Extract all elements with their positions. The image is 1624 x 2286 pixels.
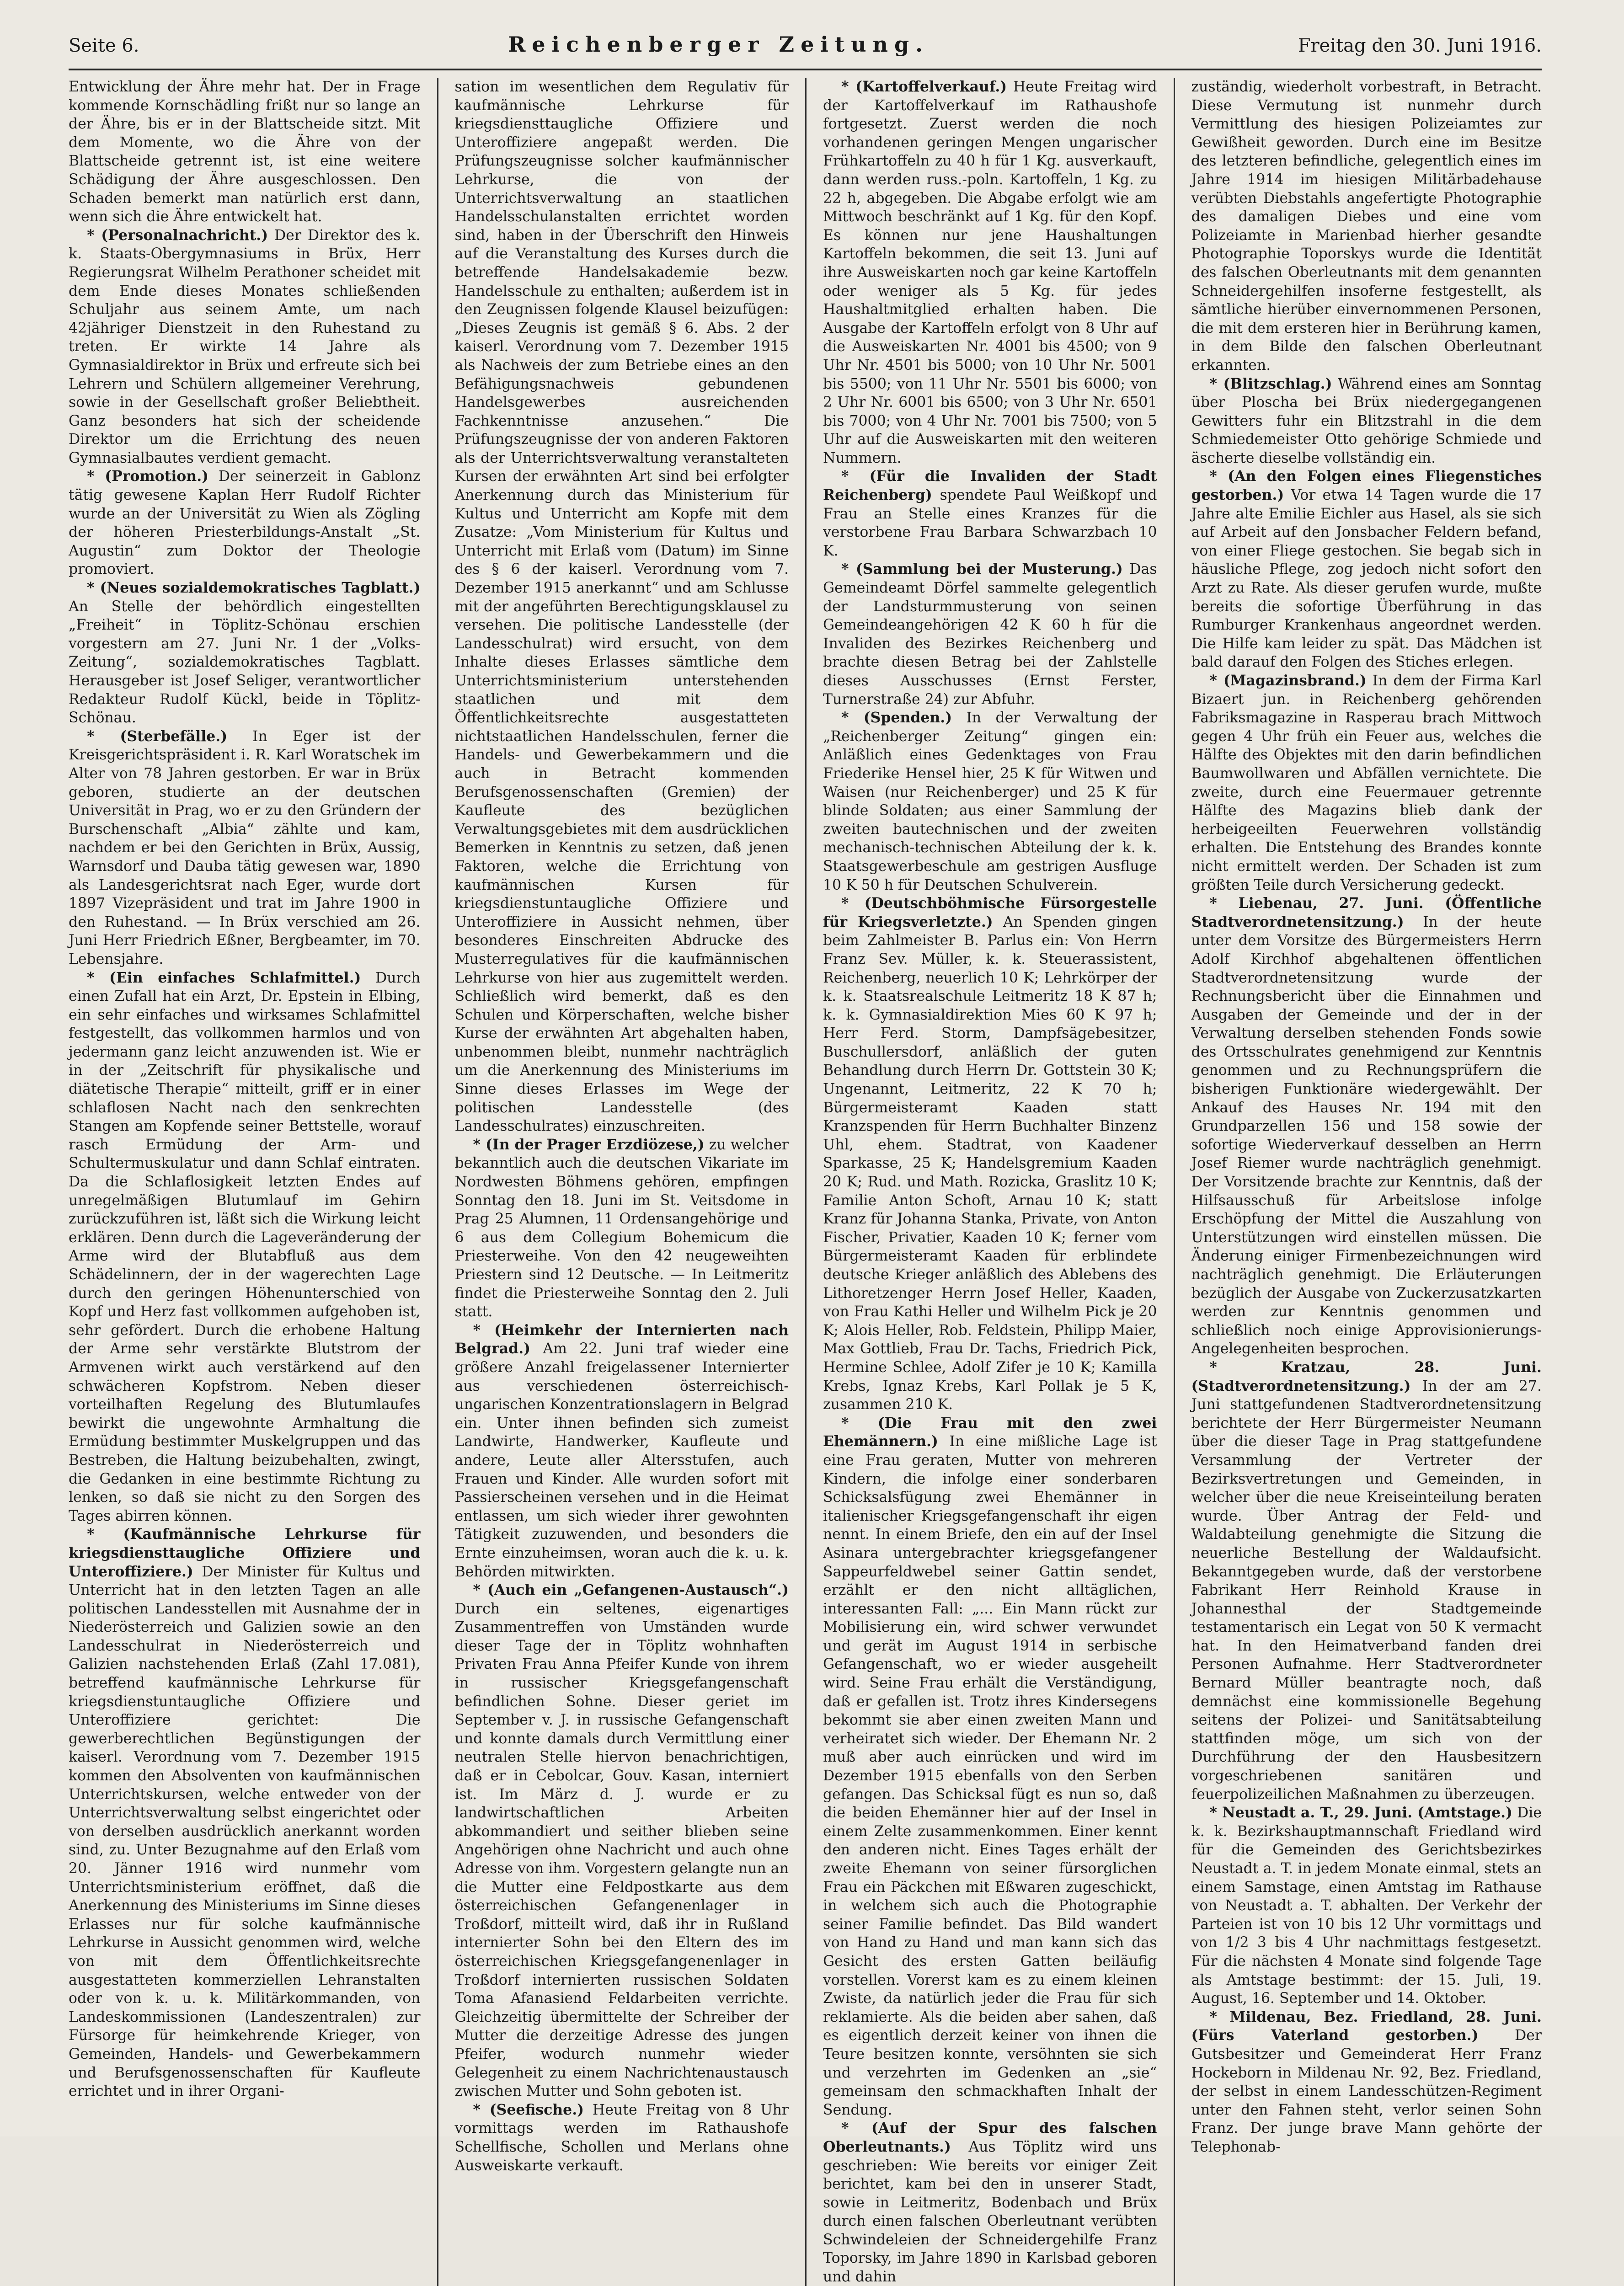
article-body: Der Minister für Kultus und Unterricht hat in den letzten Tagen an alle politischen Landesstellen mit Ausnahme der in Niederösterreich und Galizien sowie an den Landesschulrat in Niederösterreich und Galizien nachstehenden Erlaß (Zahl 17.081), betreffend kaufmännische Lehrkurse für kriegsdienstuntaugliche Offiziere und Unteroffiziere gerichtet: Die gewerberechtlichen Begünstigungen der kaiserl. Verordnung vom 7. Dezember 1915 kommen den Absolventen von kaufmännischen Unterrichtskursen, welche entweder von der Unterrichtsverwaltung selbst eingerichtet oder von derselben ausdrücklich anerkannt worden sind, zu. Unter Bezugnahme auf den Erlaß vom 20. Jänner 1916 wird nunmehr vom Unterrichtsministerium eröffnet, daß die Anerkennung des Ministeriums im Sinne dieses Erlasses nur für solche kaufmännische Lehrkurse in Aussicht genommen wird, welche von mit dem Öffentlichkeitsrechte ausgestatteten kommerziellen Lehranstalten oder von k. u. k. Militärkommanden, von Landeskommissionen (Landeszentralen) zur Fürsorge für heimkehrende Krieger, von Gemeinden, Handels- und Gewerbekammern und Berufsgenossenschaften für Kaufleute errichtet und in ihrer Organi- [69,1563,421,2100]
article-body: Durch ein seltenes, eigenartiges Zusammentreffen von Umständen wurde dieser Tage der in Töplitz wohnhaften Privaten Frau Anna Pfeifer Kunde von ihrem in russischer Kriegsgefangenschaft befindlichen Sohne. Dieser geriet im September v. J. in russische Gefangenschaft und konnte damals durch Vermittlung einer neutralen Stelle hiervon benachrichtigen, daß er in Cebolcar, Gouv. Kasan, interniert ist. Im März d. J. wurde er zu landwirtschaftlichen Arbeiten abkommandiert und seither blieben seine Angehörigen ohne Nachricht und auch ohne Adresse von ihm. Vorgestern gelangte nun an die Mutter eine Feldpostkarte aus dem österreichischen Gefangenenlager in Troßdorf, mitteilt wird, daß ihr in Rußland internierter Sohn bei den Eltern des im österreichischen Kriegsgefangenenlager in Troßdorf internierten russischen Soldaten Toma Afanasiend Feldarbeiten verrichte. Gleichzeitig übermittelte der Schreiber der Mutter die derzeitige Adresse des jungen Pfeifer, wodurch nunmehr wieder Gelegenheit zu einem Nachrichtenaustausch zwischen Mutter und Sohn geboten ist. [454,1600,789,2100]
column-4 [1174,78,1542,2286]
article [823,467,1157,560]
article-body: In dem der Firma Karl Bizaert jun. in Reichenberg gehörenden Fabriksmagazine in Rasperau brach Mittwoch gegen 4 Uhr früh ein Feuer aus, welches die Hälfte des Objektes mit den darin befindlichen Baumwollwaren und Abfällen vernichtete. Die zweite, durch eine Feuermauer getrennte Hälfte des Magazins blieb dank der herbeigeeilten Feuerwehren vollständig erhalten. Die Entstehung des Brandes konnte nicht ermittelt werden. Der Schaden ist zum größten Teile durch Versicherung gedeckt. [1191,673,1542,893]
article-body: In eine mißliche Lage ist eine Frau geraten, Mutter von mehreren Kindern, die infolge einer sonderbaren Schicksalsfügung zwei Ehemänner in italienischer Kriegsgefangenschaft ihr eigen nennt. In einem Briefe, den ein auf der Insel Asinara untergebrachter kriegsgefangener Sappeurfeldwebel seiner Gattin sendet, erzählt er den nicht alltäglichen, interessanten Fall: „... Ein Mann rückt zur Mobilisierung ein, wird schwer verwundet und gerät im August 1914 in serbische Gefangenschaft, wo er wieder ausgeheilt wird. Seine Frau erhält die Verständigung, daß er gefallen ist. Trotz ihres Kindersegens bekommt sie aber einen zweiten Mann und verheiratet sich wieder. Der Ehemann Nr. 2 muß aber auch einrücken und wird im Dezember 1915 ebenfalls von den Serben gefangen. Das Schicksal fügt es nun so, daß die beiden Ehemänner hier auf der Insel in einem Zelte zusammenkommen. Einer kennt den anderen nicht. Eines Tages erhält der zweite Ehemann von seiner fürsorglichen Frau ein Päckchen mit Eßwaren zugeschickt, in welchem sich auch die Photographie seiner Familie befindet. Das Bild wandert von Hand zu Hand und man kann sich das Gesicht des ersten Gatten beiläufig vorstellen. Vorerst kam es zu einem kleinen Zwiste, da natürlich jeder die Frau für sich reklamierte. Als die beiden aber sahen, daß es eigentlich derzeit keiner von ihnen die Teure besitzen konnte, versöhnten sie sich und verzehrten im Gedenken an „sie“ gemeinsam den schmackhaften Inhalt der Sendung. [823,1433,1157,2118]
article [69,226,421,468]
text-columns [69,78,1542,2286]
article-heading: * (Spenden.) [841,709,952,726]
article [1191,2008,1542,2157]
column-1 [69,78,437,2286]
article-body: sation im wesentlichen dem Regulativ für kaufmännische Lehrkurse für kriegsdiensttaugliche Offiziere und Unteroffiziere angepaßt werden. Die Prüfungszeugnisse solcher kaufmännischer Lehrkurse, die von der Unterrichtsverwaltung an staatlichen Handelsschulanstalten errichtet worden sind, haben in der Überschrift den Hinweis auf die Veranstaltung des Kurses durch die betreffende Handelsakademie bezw. Handelsschule zu enthalten; außerdem ist in den Zeugnissen folgende Klausel beizufügen: „Dieses Zeugnis ist gemäß § 6. Abs. 2 der kaiserl. Verordnung vom 7. Dezember 1915 als Nachweis der zum Betriebe eines an den Befähigungsnachweis gebundenen Handelsgewerbes ausreichenden Fachkenntnisse anzusehen.“ Die Prüfungszeugnisse der von anderen Faktoren als der Unterrichtsverwaltung veranstalteten Kursen der erwähnten Art sind bei erfolgter Anerkennung durch das Ministerium für Kultus und Unterricht am Kopfe mit dem Zusatze: „Vom Ministerium für Kultus und Unterricht mit Erlaß vom (Datum) im Sinne des § 6 der kaiserl. Verordnung vom 7. Dezember 1915 anerkannt“ und am Schlusse mit der angeführten Berechtigungsklausel zu versehen. Die politische Landesstelle (der Landesschulrat) wird ersucht, von dem Inhalte dieses Erlasses sämtliche dem Unterrichtsministerium unterstehenden staatlichen und mit dem Öffentlichkeitsrechte ausgestatteten nichtstaatlichen Handelsschulen, ferner die Handels- und Gewerbekammern und die auch in Betracht kommenden Berufsgenossenschaften (Gremien) der Kaufleute des bezüglichen Verwaltungsgebietes mit dem ausdrücklichen Bemerken in Kenntnis zu setzen, daß jenen Faktoren, welche die Errichtung von kaufmännischen Kursen für kriegsdienstuntaugliche Offiziere und Unteroffiziere in Aussicht nehmen, über besonderes Einschreiten Abdrucke des Musterregulatives für die kaufmännischen Lehrkurse von hier aus zugemittelt werden. Schließlich wird bemerkt, daß es den Schulen und Körperschaften, welche bisher Kurse der erwähnten Art abgehalten haben, unbenommen bleibt, nunmehr nachträglich um die Anerkennung des Ministeriums im Sinne dieses Erlasses im Wege der politischen Landesstelle (des Landesschulrates) einzuschreiten. [454,79,789,1135]
column-2 [437,78,806,2286]
article [1191,1804,1542,2008]
article-body: zuständig, wiederholt vorbestraft, in Betracht. Diese Vermutung ist nunmehr durch Vermittlung des hiesigen Polizeiamtes zur Gewißheit geworden. Durch eine im Besitze des letzteren befindliche, gelegentlich eines im Jahre 1914 im hiesigen Militärbadehause verübten Diebstahls angefertigte Photographie des damaligen Diebes und eine vom Polizeiamte in Marienbad hierher gesandte Photographie Toporskys wurde die Identität des falschen Oberleutnants mit dem genannten Schneidergehilfen insoferne festgestellt, als sämtliche hierüber einvernommenen Personen, die mit dem ersteren hier in Berührung kamen, in dem Bilde den falschen Oberleutnant erkannten. [1191,79,1542,374]
column-3 [805,78,1174,2286]
article-body: An Spenden gingen beim Zahlmeister B. Parlus ein: Von Herrn Franz Sev. Müller, k. k. Steuerassistent, Reichenberg, neuerlich 10 K; Lehrkörper der k. k. Staatsrealschule Leitmeritz 18 K 87 h; k. k. Gymnasialdirektion Mies 60 K 97 h; Herr Ferd. Storm, Dampfsägebesitzer, Buschullersdorf, anläßlich der guten Behandlung durch Herrn Dr. Gottstein 30 K; Ungenannt, Leitmeritz, 22 K 70 h; Bürgermeisteramt Kaaden statt Kranzspenden für Herrn Buchhalter Binzenz Uhl, ehem. Stadtrat, von Kaadener Sparkasse, 25 K; Handelsgremium Kaaden 20 K; Rud. und Math. Rozicka, Graslitz 10 K; Familie Anton Schoft, Arnau 10 K; statt Kranz für Johanna Stanka, Private, von Anton Fischer, Privatier, Kaaden 10 K; ferner vom Bürgermeisteramt Kaaden für erblindete deutsche Krieger anläßlich des Ablebens des Lithoretzenger Herrn Josef Heller, Kaaden, von Frau Kathi Heller und Wilhelm Pick je 20 K; Alois Heller, Rob. Feldstein, Philipp Maier, Max Gottlieb, Frau Dr. Tachs, Friedrich Pick, Hermine Schlee, Adolf Zifer je 10 K; Kamilla Krebs, Ignaz Krebs, Karl Pollak je 5 K, zusammen 210 K. [823,913,1157,1413]
article-body: Heute Freitag von 8 Uhr vormittags werden im Rathaushofe Schellfische, Schollen und Merlans ohne Ausweiskarte verkauft. [454,2101,789,2174]
article-heading: * (Auch ein „Gefangenen-Austausch“.) [473,1581,789,1599]
article-heading: * (Personalnachricht.) [87,226,268,244]
article-heading: * (Die Frau mit den zwei Ehemännern.) [823,1414,1157,1450]
page-header [69,32,1542,59]
article-heading: * (Für die Invaliden der Stadt Reichenberg) [823,468,1157,504]
article-body: Vor etwa 14 Tagen wurde die 17 Jahre alte Emilie Eichler aus Hasel, als sie sich auf Arbeit auf den Jonsbacher Feldern befand, von einer Fliege gestochen. Sie begab sich in häusliche Pflege, zog jedoch nicht sofort den Arzt zu Rate. Als dieser gerufen wurde, mußte bereits die sofortige Überführung in das Rumburger Krankenhaus angeordnet werden. Die Hilfe kam leider zu spät. Das Mädchen ist bald darauf den Folgen des Stiches erlegen. [1191,487,1542,671]
article-heading: * Neustadt a. T., 29. Juni. (Amtstage.) [1209,1804,1512,1821]
article [69,1525,421,2100]
article [823,894,1157,1414]
article [69,78,421,226]
article-heading: * (Kartoffelverkauf.) [841,78,1007,95]
article-body: Aus Töplitz wird uns geschrieben: Wie bereits vor einiger Zeit berichtet, kam bei den in unserer Stadt, sowie in Leitmeritz, Bodenbach und Brüx durch einen falschen Oberleutnant verübten Schwindeleien der Schneidergehilfe Franz Toporsky, im Jahre 1890 in Karlsbad geboren und dahin [823,2138,1157,2286]
article [1191,375,1542,468]
article [69,727,421,969]
article-heading: * (Seefische.) [473,2101,584,2118]
article-body: In Eger ist der Kreisgerichtspräsident i. R. Karl Woratschek im Alter von 78 Jahren gestorben. Er war in Brüx geboren, studierte an der deutschen Universität in Prag, wo er zu den Gründern der Burschenschaft „Albia“ zählte und kam, nachdem er bei den Gerichten in Brüx, Aussig, Warnsdorf und Dauba tätig gewesen war, 1890 als Landesgerichtsrat nach Eger, wurde dort 1897 Vizepräsident und trat im Jahre 1900 in den Ruhestand. — In Brüx verschied am 26. Juni Herr Friedrich Eßner, Bergbeamter, im 70. Lebensjahre. [69,728,421,967]
article-body: In der Verwaltung der „Reichenberger Zeitung“ gingen ein: Anläßlich eines Gedenktages von Frau Friederike Hensel hier, 25 K für Witwen und Waisen (nur Reichenberger) und 25 K für blinde Soldaten; aus einer Sammlung der zweiten bautechnischen und der zweiten mechanisch-technischen Abteilung der k. k. Staatsgewerbeschule am gestrigen Ausfluge 10 K 50 h für Deutschen Schulverein. [823,710,1157,893]
article [69,579,421,727]
article-body: Während eines am Sonntag über Ploscha bei Brüx niedergegangenen Gewitters fuhr ein Blitzstrahl in die dem Schmiedemeister Otto gehörige Schmiede und äscherte dieselbe vollständig ein. [1191,375,1542,466]
article-body: Der seinerzeit in Gablonz tätig gewesene Kaplan Herr Rudolf Richter wurde an der Universität zu Wien als Zögling der höheren Priesterbildungs-Anstalt „St. Augustin“ zum Doktor der Theologie promoviert. [69,468,421,578]
article-heading: * (Magazinsbrand.) [1209,672,1367,689]
article [69,467,421,579]
article-body: Das Gemeindeamt Dörfel sammelte gelegentlich der Landsturmmusterung von seinen Gemeindeangehörigen 42 K 60 h für die Invaliden des Bezirkes Reichenberg und brachte diesen Betrag bei der Zahlstelle dieses Ausschusses (Ernst Ferster, Turnerstraße 24) zur Abfuhr. [823,561,1157,708]
article [1191,672,1542,894]
article-body: Der Direktor des k. k. Staats-Obergymnasiums in Brüx, Herr Regierungsrat Wilhelm Perathoner scheidet mit dem Ende dieses Monates schließenden Schuljahr aus seinem Amte, um nach 42jähriger Dienstzeit in den Ruhestand zu treten. Er wirkte 14 Jahre als Gymnasialdirektor in Brüx und erfreute sich bei Lehrern und Schülern allgemeiner Verehrung, sowie in der Gesellschaft großer Beliebtheit. Ganz besonders hat sich der scheidende Direktor um die Errichtung des neuen Gymnasialbautes verdient gemacht. [69,227,421,466]
article [823,2119,1157,2286]
article [455,1321,789,1581]
article-heading: * (Heimkehr der Internierten nach Belgrad.) [454,1321,789,1357]
article-body: Der Gutsbesitzer und Gemeinderat Herr Franz Hockeborn in Mildenau Nr. 92, Bez. Friedland, der selbst in einem Landesschützen-Regiment unter den Fahnen steht, verlor seinen Sohn Franz. Der junge brave Mann gehörte der Telephonab- [1191,2027,1542,2155]
article-heading: * (Sammlung bei der Musterung.) [841,561,1123,578]
article-body: spendete Paul Weißkopf und Frau an Stelle eines Kranzes für die verstorbene Frau Barbara Schwarzbach 10 K. [823,487,1157,559]
article [823,1414,1157,2120]
article [1191,1358,1542,1804]
article-heading: * (Blitzschlag.) [1209,375,1332,392]
article-heading: * (Auf der Spur des falschen Oberleutnants.) [823,2120,1157,2155]
article [823,709,1157,894]
article-heading: * (An den Folgen eines Fliegenstiches gestorben.) [1191,468,1542,504]
header-rule [69,69,1542,70]
article-heading: * (Ein einfaches Schlafmittel.) [87,969,361,986]
article-body: zu welcher bekanntlich auch die deutschen Vikariate im Nordwesten Böhmens gehören, empfingen Sonntag den 18. Juni im St. Veitsdome in Prag 25 Alumnen, 11 Ordensangehörige und 6 aus dem Collegium Bohemicum die Priesterweihe. Von den 42 neugeweihten Priestern sind 12 Deutsche. — In Leitmeritz findet die Priesterweihe Sonntag den 2. Juli statt. [454,1136,789,1320]
masthead: Reichenberger Zeitung. [508,32,930,57]
article-heading: * Liebenau, 27. Juni. (Öffentliche Stadtverordnetensitzung.) [1191,895,1542,930]
article-heading: * (Promotion.) [87,468,209,485]
article-body: Entwicklung der Ähre mehr hat. Der in Frage kommende Kornschädling frißt nur so lange an der Ähre, bis er in der Blattscheide sitzt. Mit dem Momente, wo die Ähre von der Blattscheide getrennt ist, ist eine weitere Schädigung der Ähre ausgeschlossen. Den Schaden bemerkt man natürlich erst dann, wenn sich die Ähre entwickelt hat. [69,79,421,225]
article-heading: * (Kaufmännische Lehrkurse für kriegsdiensttaugliche Offiziere und Unteroffiziere.) [69,1526,421,1580]
article [69,969,421,1526]
article-body: In der am 27. Juni stattgefundenen Stadtverordnetensitzung berichtete der Herr Bürgermeister Neumann über die dieser Tage in Prag stattgefundene Versammlung der Vertreter der Bezirksvertretungen und Gemeinden, in welcher über die neue Kreiseinteilung beraten wurde. Über Antrag der Feld- und Waldabteilung genehmigte die Sitzung die neuerliche Bestellung der Waldaufsicht. Bekanntgegeben wurde, daß der verstorbene Fabrikant Herr Reinhold Krause in Johannesthal der Stadtgemeinde testamentarisch ein Legat von 50 K vermacht hat. In den Heimatverband fanden drei Personen Aufnahme. Herr Stadtverordneter Bernard Müller beantragte noch, daß demnächst eine kommissionelle Begehung seitens der Polizei- und Sanitätsabteilung stattfinden möge, um sich von der Durchführung der den Hausbesitzern vorgeschriebenen sanitären und feuerpolizeilichen Maßnahmen zu überzeugen. [1191,1378,1542,1803]
issue-date: Freitag den 30. Juni 1916. [1298,35,1542,56]
article [455,78,789,1136]
article-body: Durch einen Zufall hat ein Arzt, Dr. Epstein in Elbing, ein sehr einfaches und wirksames Schlafmittel festgestellt, das vollkommen harmlos und von jedermann ganz leicht anzuwenden ist. Wie er in der „Zeitschrift für physikalische und diätetische Therapie“ mitteilt, griff er in einer schlaflosen Nacht nach den senkrechten Stangen am Kopfende seiner Bettstelle, worauf rasch Ermüdung der Arm- und Schultermuskulatur und dann Schlaf eintraten. Da die Schlaflosigkeit letzten Endes auf unregelmäßigen Blutumlauf im Gehirn zurückzuführen ist, läßt sich die Wirkung leicht erklären. Denn durch die Lageveränderung der Arme wird der Blutabfluß aus dem Schädelinnern, der in der wagerechten Lage durch den geringen Höhenunterschied von Kopf und Herz fast vollkommen aufgehoben ist, sehr gefördert. Durch die erhobene Haltung der Arme sehr verstärkte Blutstrom der Armvenen wirkt auch verstärkend auf den schwächeren Kopfstrom. Neben dieser vorteilhaften Regelung des Blutumlaufes bewirkt die ungewohnte Armhaltung die Ermüdung bestimmter Muskelgruppen und das Bestreben, die Haltung beizubehalten, zwingt, die Gedanken in eine bestimmte Richtung zu lenken, so daß sie nicht zu den Sorgen des Tages abirren können. [69,969,421,1524]
article [823,78,1157,467]
article [455,1136,789,1321]
article-heading: * (Neues sozialdemokratisches Tagblatt.) [87,579,421,597]
page-number: Seite 6. [69,35,139,56]
article-body: An Stelle der behördlich eingestellten „Freiheit“ in Töplitz-Schönau erschien vorgestern am 27. Juni Nr. 1 der „Volks-Zeitung“, sozialdemokratisches Tagblatt. Herausgeber ist Josef Seliger, verantwortlicher Redakteur Rudolf Kückl, beide in Töplitz-Schönau. [69,598,421,726]
article [455,1581,789,2101]
article-body: In der heute unter dem Vorsitze des Bürgermeisters Herrn Adolf Kirchhof abgehaltenen öffentlichen Stadtverordnetensitzung wurde der Rechnungsbericht über die Einnahmen und Ausgaben der Gemeinde und der in der Verwaltung derselben stehenden Fonds sowie des Ortsschulrates genehmigend zur Kenntnis genommen und zu Rechnungsprüfern die bisherigen Funktionäre wiedergewählt. Der Ankauf des Hauses Nr. 194 mit den Grundparzellen 156 und 158 sowie der sofortige Wiederverkauf desselben an Herrn Josef Riemer wurde nachträglich genehmigt. Der Vorsitzende brachte zur Kenntnis, daß der Hilfsausschuß für Arbeitslose infolge Erschöpfung der Mittel die Auszahlung von Unterstützungen wird einstellen müssen. Die Änderung einiger Firmenbezeichnungen wird nachträglich genehmigt. Die Erläuterungen bezüglich der Ausgabe von Zuckerzusatzkarten werden zur Kenntnis genommen und schließlich noch einige Approvisionierungs-Angelegenheiten besprochen. [1191,913,1542,1357]
article-heading: * Kratzau, 28. Juni. (Stadtverordnetensitzung.) [1191,1358,1542,1394]
article-heading: * (Deutschböhmische Fürsorgestelle für Kriegsverletzte.) [823,895,1157,930]
article [1191,467,1542,672]
article-body: Heute Freitag wird der Kartoffelverkauf im Rathaushofe fortgesetzt. Zuerst werden die noch vorhandenen geringen Mengen ungarischer Frühkartoffeln zu 40 h für 1 Kg. ausverkauft, dann werden russ.-poln. Kartoffeln, 1 Kg. zu 22 h, abgegeben. Die Abgabe erfolgt wie am Mittwoch beschränkt auf 1 Kg. für den Kopf. Es können nur jene Haushaltungen Kartoffeln bekommen, die seit 13. Juni auf ihre Ausweiskarten noch gar keine Kartoffeln oder weniger als 5 Kg. für jedes Haushaltmitglied erhalten haben. Die Ausgabe der Kartoffeln erfolgt von 8 Uhr auf die Ausweiskarten Nr. 4001 bis 4500; von 9 Uhr Nr. 4501 bis 5000; von 10 Uhr Nr. 5001 bis 5500; von 11 Uhr Nr. 5501 bis 6000; von 2 Uhr Nr. 6001 bis 6500; von 3 Uhr Nr. 6501 bis 7000; von 4 Uhr Nr. 7001 bis 7500; von 5 Uhr auf die Ausweiskarten mit den weiteren Nummern. [823,79,1157,466]
article-heading: * (In der Prager Erzdiözese,) [473,1136,705,1153]
article-heading: * Mildenau, Bez. Friedland, 28. Juni. (Fürs Vaterland gestorben.) [1191,2008,1542,2044]
article [455,2101,789,2175]
article-body: Am 22. Juni traf wieder eine größere Anzahl freigelassener Internierter aus verschiedenen österreichisch-ungarischen Konzentrationslagern in Belgrad ein. Unter ihnen befinden sich zumeist Landwirte, Handwerker, Kaufleute und andere, Leute aller Altersstufen, auch Frauen und Kinder. Alle wurden sofort mit Passierscheinen versehen und in die Heimat entlassen, um sich wieder ihrer gewohnten Tätigkeit zuzuwenden, und besonders die Ernte einzuheimsen, woran auch die k. u. k. Behörden mitwirkten. [454,1341,789,1580]
article [823,560,1157,709]
article-body: Die k. k. Bezirkshauptmannschaft Friedland wird für die Gemeinden des Gerichtsbezirkes Neustadt a. T. in jedem Monate einmal, stets an einem Samstage, einen Amtstag im Rathause von Neustadt a. T. abhalten. Der Verkehr der Parteien ist von 10 bis 12 Uhr vormittags und von 1/2 3 bis 4 Uhr nachmittags festgesetzt. Für die nächsten 4 Monate sind folgende Tage als Amtstage bestimmt: der 15. Juli, 19. August, 16. September und 14. Oktober. [1191,1805,1542,2007]
article-heading: * (Sterbefälle.) [87,727,228,745]
article [1191,894,1542,1358]
article [1191,78,1542,375]
